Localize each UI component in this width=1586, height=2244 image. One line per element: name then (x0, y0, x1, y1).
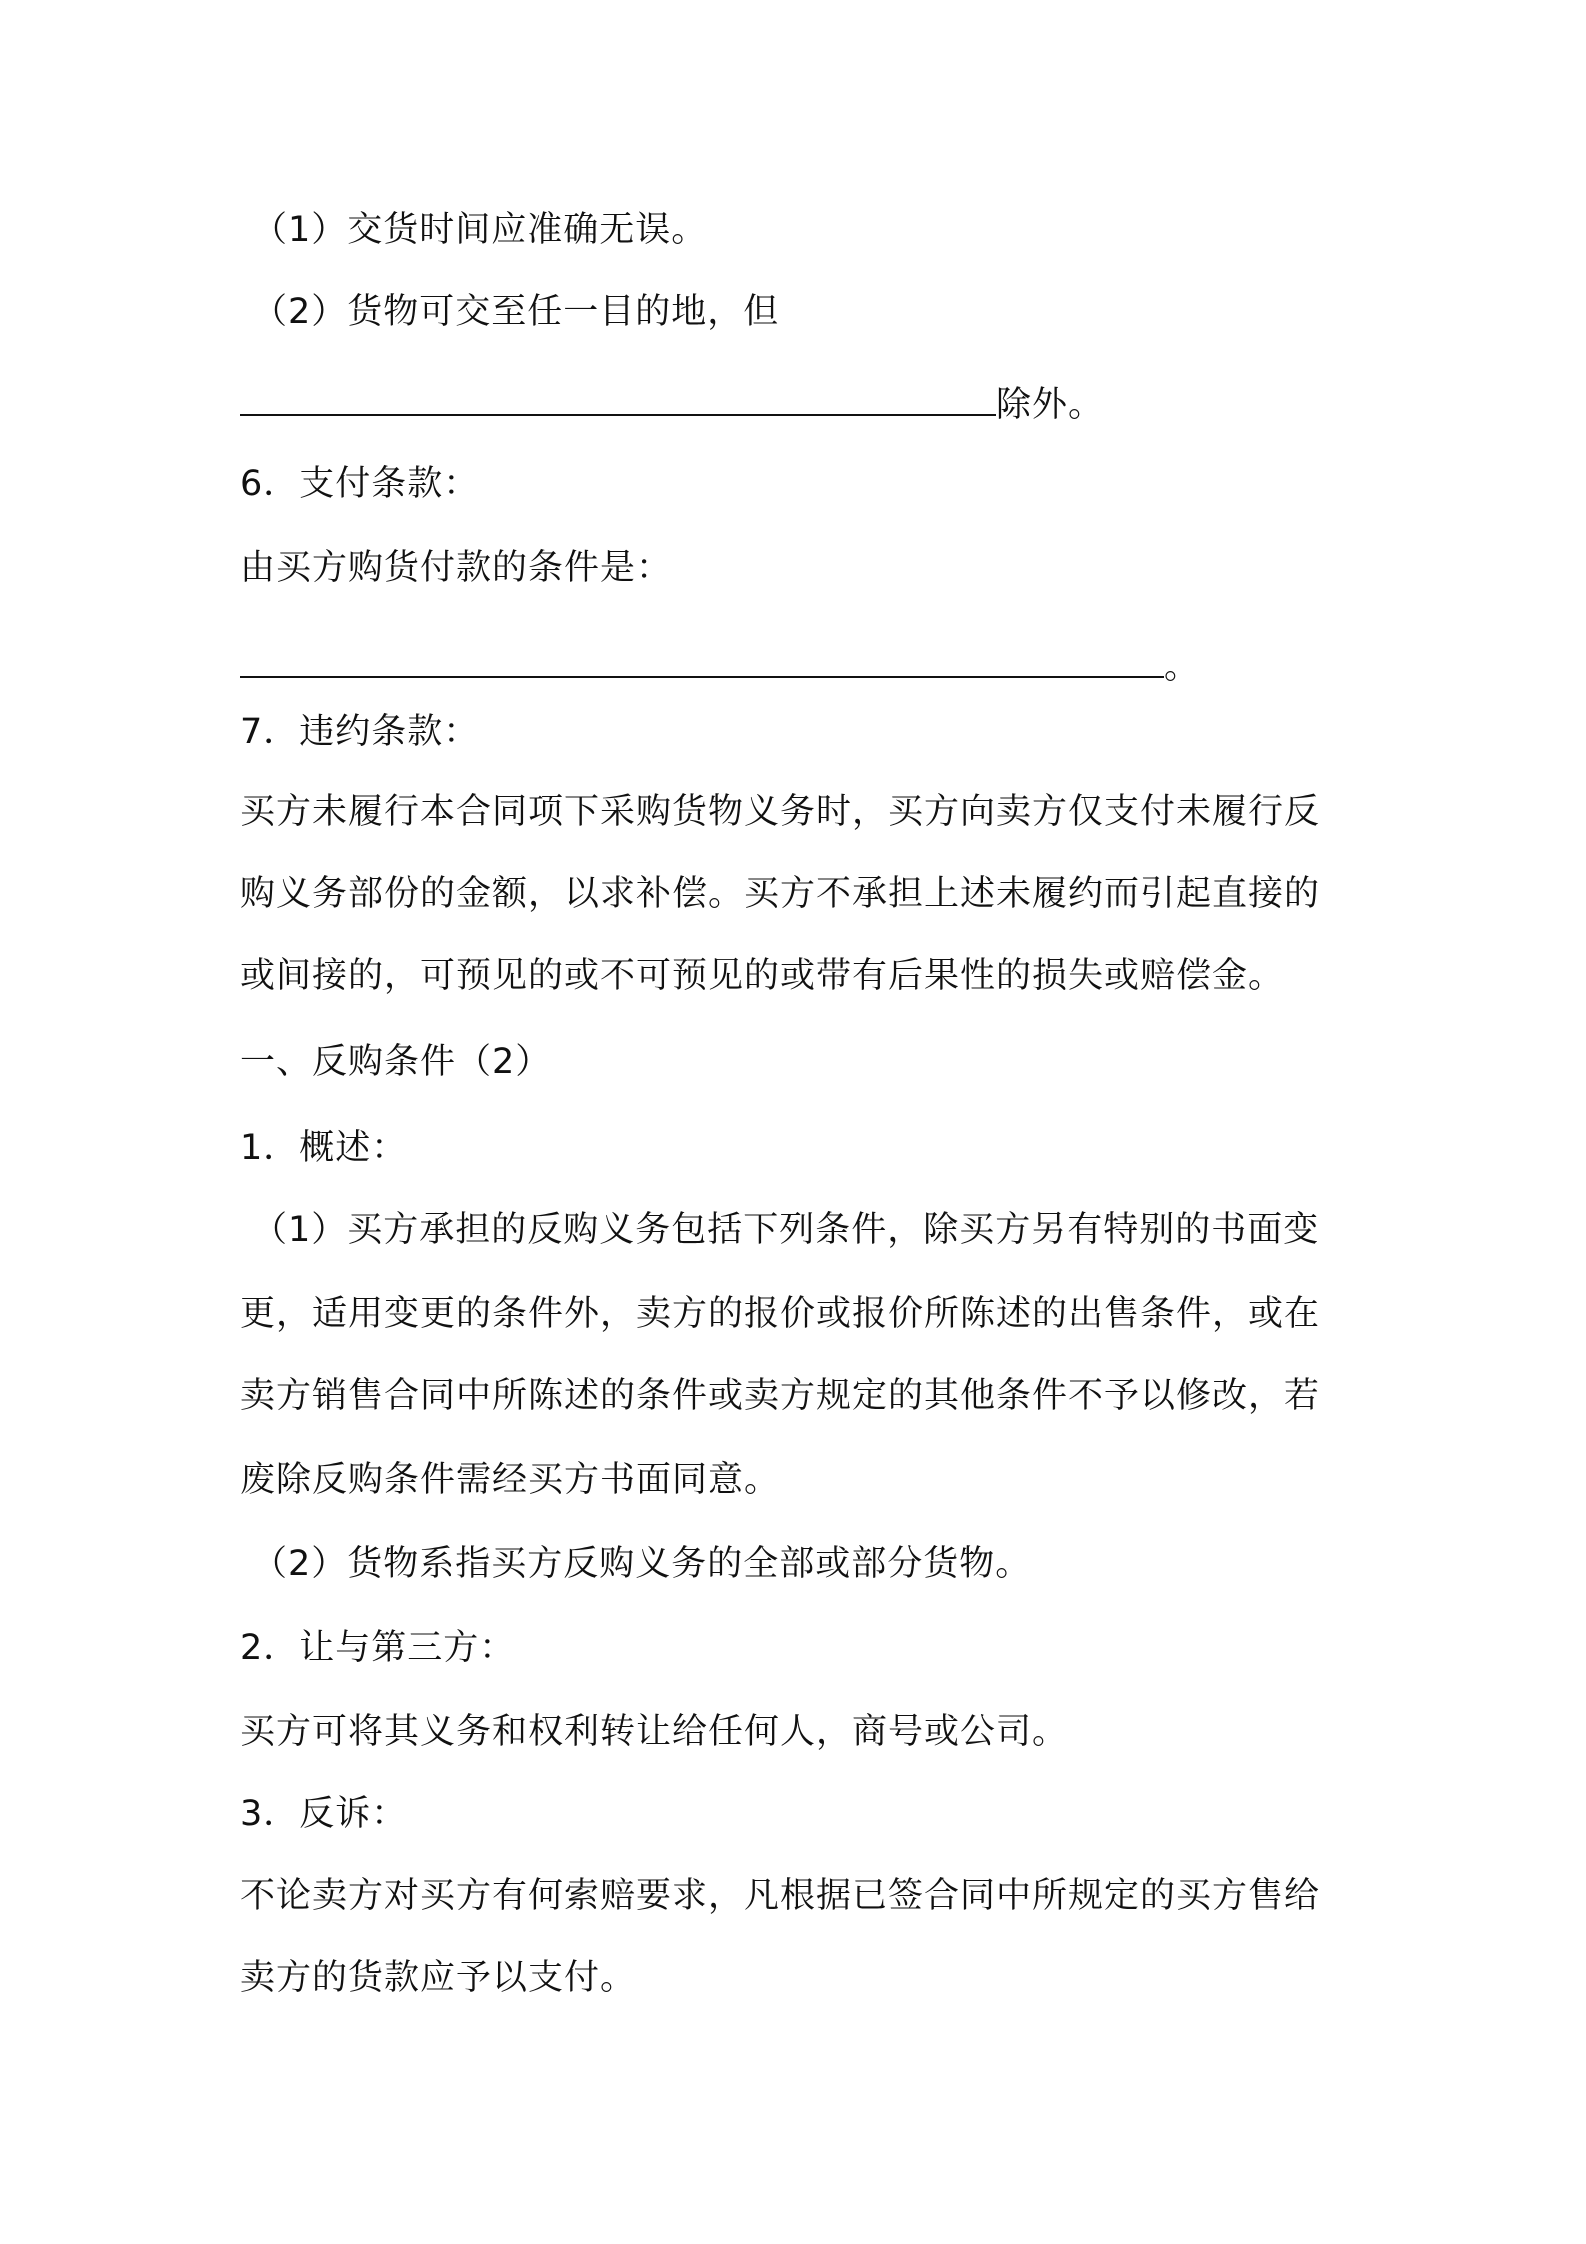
heading-overview: 1．概述： (240, 1128, 408, 1168)
exception-text: 除外。 (996, 385, 1105, 425)
paragraph-payment-condition: 由买方购货付款的条件是： (240, 548, 673, 588)
paragraph-destination-exception (240, 380, 1104, 427)
paragraph-overview-line-2: 更，适用变更的条件外，卖方的报价或报价所陈述的出售条件，或在 (240, 1294, 1321, 1334)
paragraph-destination: （2）货物可交至任一目的地，但 (252, 292, 780, 332)
paragraph-breach-line-1: 买方未履行本合同项下采购货物义务时，买方向卖方仅支付未履行反 (240, 792, 1321, 832)
heading-counterclaim: 3．反诉： (240, 1794, 408, 1834)
paragraph-payment-blank (240, 642, 1200, 689)
paragraph-assignment: 买方可将其义务和权利转让给任何人，商号或公司。 (240, 1712, 1069, 1752)
blank-fill-line (240, 380, 996, 416)
period-text: 。 (1164, 647, 1201, 687)
paragraph-breach-line-2: 购义务部份的金额，以求补偿。买方不承担上述未履约而引起直接的 (240, 874, 1321, 914)
paragraph-delivery-time: （1）交货时间应准确无误。 (252, 210, 708, 250)
heading-payment-terms: 6．支付条款： (240, 464, 480, 504)
paragraph-overview-line-3: 卖方销售合同中所陈述的条件或卖方规定的其他条件不予以修改，若 (240, 1376, 1321, 1416)
blank-fill-line (240, 642, 1164, 678)
paragraph-goods-definition: （2）货物系指买方反购义务的全部或部分货物。 (252, 1544, 1032, 1584)
paragraph-breach-line-3: 或间接的，可预见的或不可预见的或带有后果性的损失或赔偿金。 (240, 956, 1285, 996)
paragraph-counterclaim-line-1: 不论卖方对买方有何索赔要求，凡根据已签合同中所规定的买方售给 (240, 1876, 1321, 1916)
paragraph-overview-line-4: 废除反购条件需经买方书面同意。 (240, 1460, 781, 1500)
heading-counter-purchase-conditions: 一、反购条件（2） (240, 1042, 552, 1082)
paragraph-overview-line-1: （1）买方承担的反购义务包括下列条件，除买方另有特别的书面变 (252, 1210, 1320, 1250)
heading-breach-terms: 7．违约条款： (240, 712, 480, 752)
heading-assignment: 2．让与第三方： (240, 1628, 516, 1668)
paragraph-counterclaim-line-2: 卖方的货款应予以支付。 (240, 1958, 637, 1998)
